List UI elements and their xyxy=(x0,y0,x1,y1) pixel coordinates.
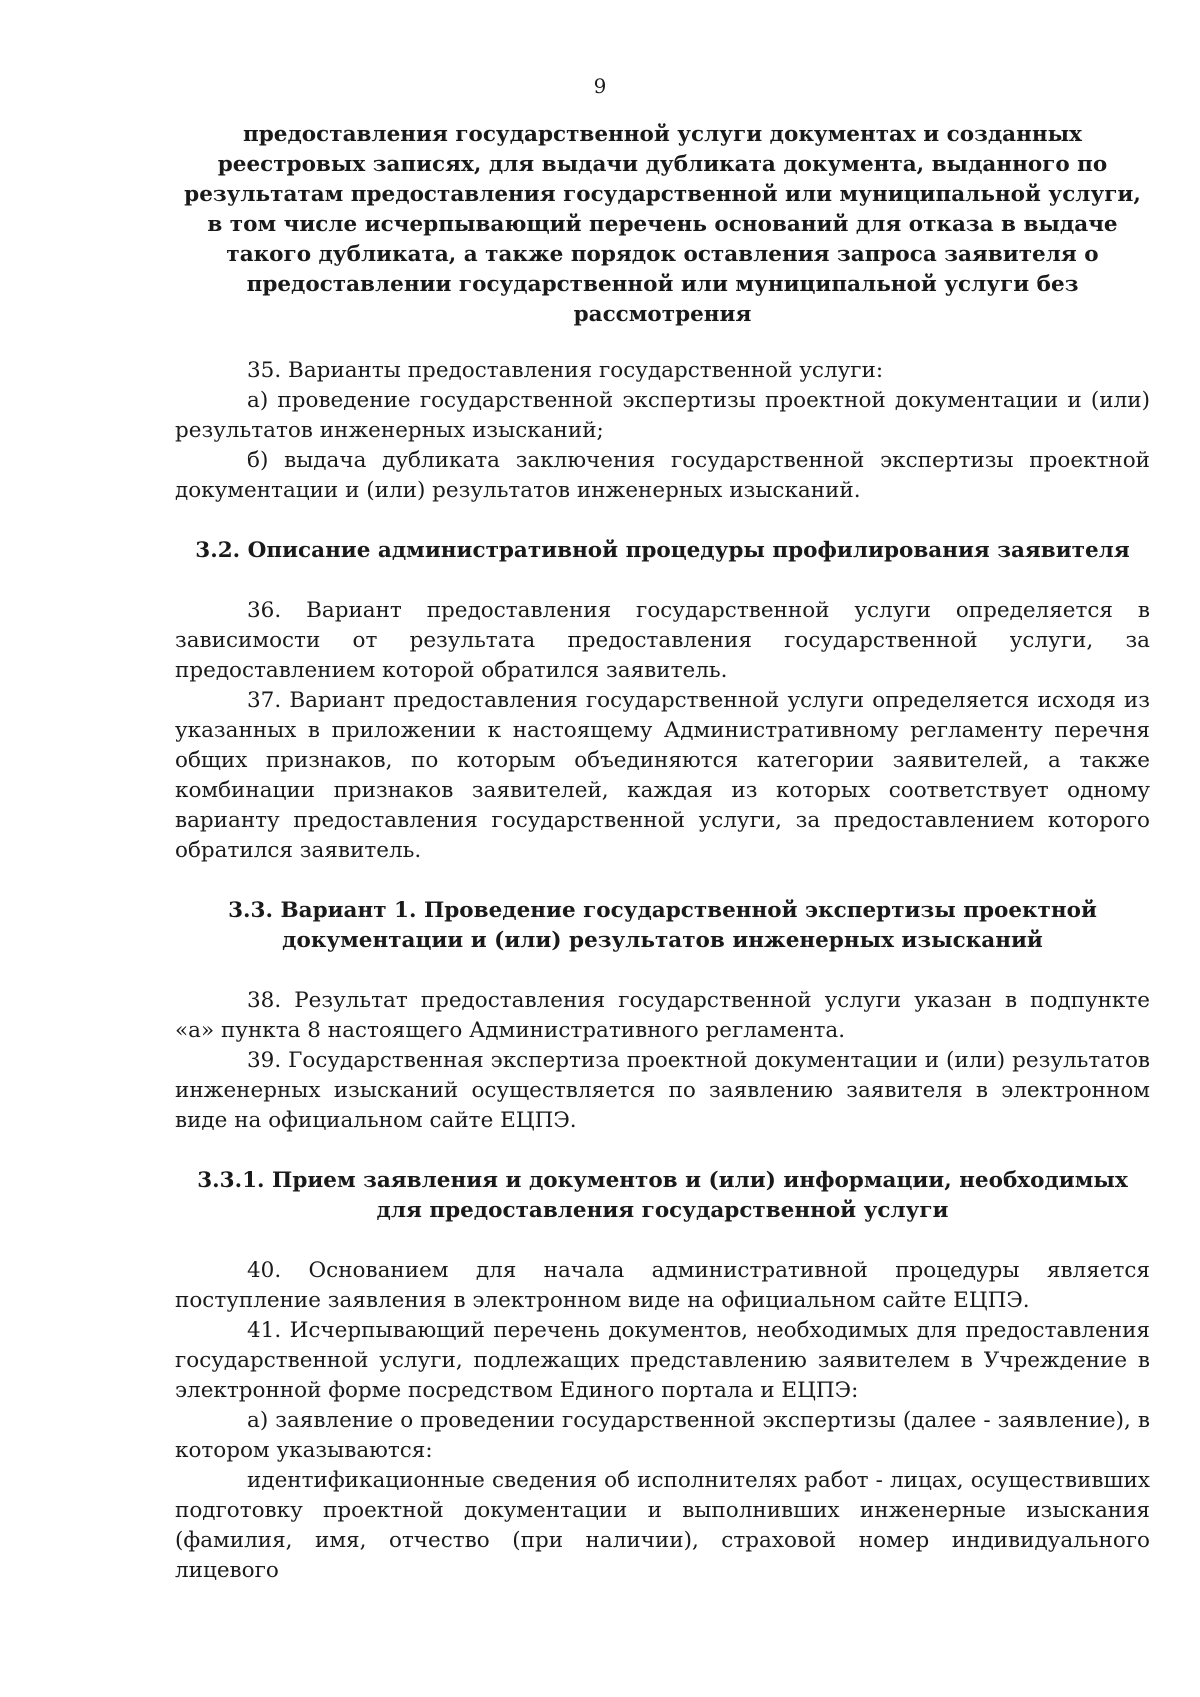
paragraph-35a: а) проведение государственной экспертизы проектной документации и (или) результатов инженерных изысканий; xyxy=(175,388,1150,443)
paragraph-36: 36. Вариант предоставления государственной услуги определяется в зависимости от результата предоставления государственной услуги, за предоставлением которой обратился заявитель. xyxy=(175,598,1150,683)
page-number: 9 xyxy=(593,74,607,98)
intro-heading: предоставления государственной услуги документах и созданных реестровых записях, для выдачи дубликата документа, выданного по результатам предоставления государственной или муниципальной услуги, в том числе исчерпывающий перечень оснований для отказа в выдаче такого дубликата, а также порядок оставления запроса заявителя о предоставлении государственной или муниципальной услуги без рассмотрения xyxy=(184,122,1141,327)
paragraph-41: 41. Исчерпывающий перечень документов, необходимых для предоставления государственной услуги, подлежащих представлению заявителем в Учреждение в электронной форме посредством Единого портала и ЕЦПЭ: xyxy=(175,1318,1150,1403)
paragraph-41a-item: идентификационные сведения об исполнителях работ - лицах, осуществивших подготовку проектной документации и выполнивших инженерные изыскания (фамилия, имя, отчество (при наличии), страховой номер индивидуального лицевого xyxy=(175,1468,1150,1583)
paragraph-38: 38. Результат предоставления государственной услуги указан в подпункте «а» пункта 8 настоящего Административного регламента. xyxy=(175,988,1150,1043)
section-heading-3-3-1: 3.3.1. Прием заявления и документов и (или) информации, необходимых для предоставления государственной услуги xyxy=(197,1168,1128,1223)
paragraph-39: 39. Государственная экспертиза проектной документации и (или) результатов инженерных изысканий осуществляется по заявлению заявителя в электронном виде на официальном сайте ЕЦПЭ. xyxy=(175,1048,1150,1133)
section-heading-3-3: 3.3. Вариант 1. Проведение государственной экспертизы проектной документации и (или) результатов инженерных изысканий xyxy=(228,898,1097,953)
paragraph-40: 40. Основанием для начала административной процедуры является поступление заявления в электронном виде на официальном сайте ЕЦПЭ. xyxy=(175,1258,1150,1313)
paragraph-35: 35. Варианты предоставления государственной услуги: xyxy=(247,358,884,383)
paragraph-35b: б) выдача дубликата заключения государственной экспертизы проектной документации и (или) результатов инженерных изысканий. xyxy=(175,448,1150,503)
document-body xyxy=(175,120,1150,1586)
section-heading-3-2: 3.2. Описание административной процедуры профилирования заявителя xyxy=(195,538,1130,563)
paragraph-37: 37. Вариант предоставления государственной услуги определяется исходя из указанных в приложении к настоящему Административному регламенту перечня общих признаков, по которым объединяются категории заявителей, а также комбинации признаков заявителей, каждая из которых соответствует одному варианту предоставления государственной услуги, за предоставлением которого обратился заявитель. xyxy=(175,688,1150,863)
paragraph-41a: а) заявление о проведении государственной экспертизы (далее - заявление), в котором указываются: xyxy=(175,1408,1150,1463)
